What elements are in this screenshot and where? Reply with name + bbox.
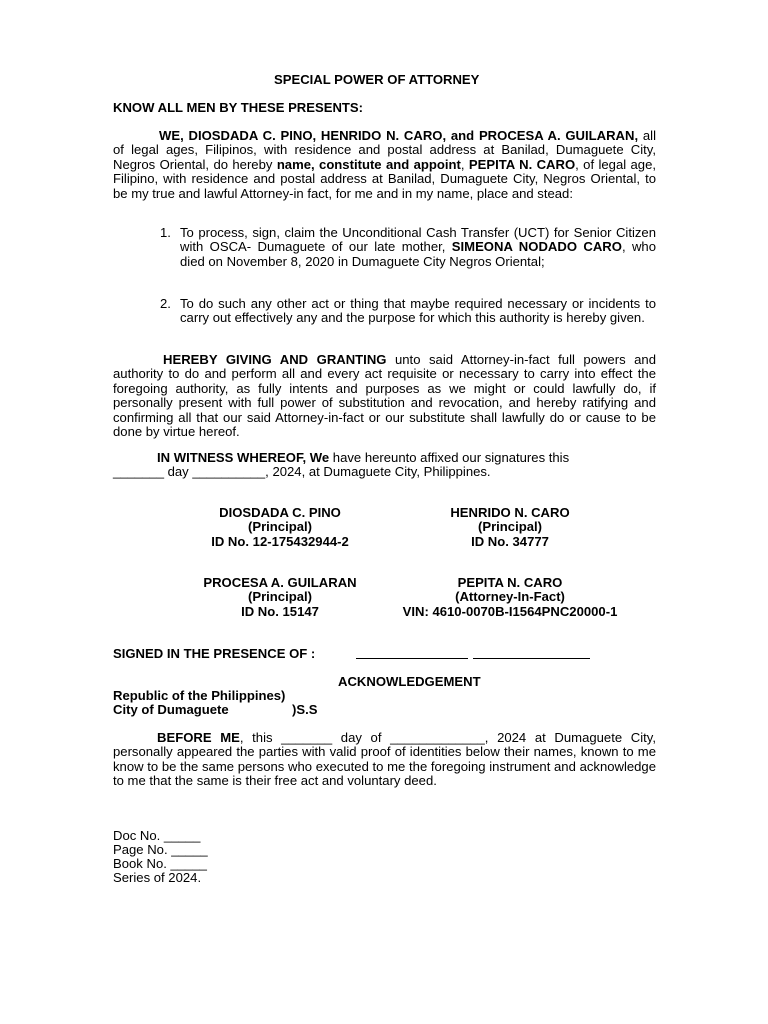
grantors-names: WE, DIOSDADA C. PINO, HENRIDO N. CARO, and PROCESA A. GUILARAN,: [159, 128, 639, 143]
intro-text-3: , of legal age, Filipino, with residence and postal address at Banilad, Dumaguete City, Negros Oriental, to be my true and lawful Attorney-in fact, for me and in my name, place and stead:: [113, 156, 656, 201]
list-item-number: 2.: [160, 296, 171, 311]
intro-paragraph: [113, 129, 656, 201]
signatory-block: [180, 576, 380, 619]
witness-text: have hereunto affixed our signatures this: [329, 450, 570, 465]
signatory-id: ID No. 34777: [471, 533, 549, 549]
signatory-role: (Principal): [477, 519, 543, 535]
before-me-bold: BEFORE ME: [157, 730, 240, 745]
granting-paragraph: [113, 353, 656, 439]
signatory-name: PROCESA A. GUILARAN: [203, 575, 357, 590]
intro-bold-phrase: name, constitute and appoint: [276, 156, 461, 172]
signatory-block: [180, 506, 380, 549]
intro-text-1: all of legal ages, Filipinos, with residence and postal address at Banilad, Dumaguete City, Negros Oriental, do hereby: [113, 128, 656, 172]
signatory-role: (Principal): [247, 589, 313, 605]
deceased-name: SIMEONA NODADO CARO: [451, 239, 622, 255]
signatory-role: (Principal): [247, 519, 313, 535]
ss-label: )S.S: [292, 702, 318, 717]
signatory-id: VIN: 4610-0070B-I1564PNC20000-1: [402, 603, 618, 619]
signatory-block: [380, 576, 640, 619]
list-item: [160, 297, 656, 326]
page-number: Page No. _____: [113, 842, 208, 857]
list-item-text-2: , who died on November 8, 2020 in Dumaguete City Negros Oriental;: [180, 239, 656, 269]
signatory-id: ID No. 15147: [241, 603, 319, 619]
witness-bold: IN WITNESS WHEREOF, We: [157, 450, 330, 465]
granting-text: unto said Attorney-in-fact full powers and authority to do and perform all and every act requisite or necessary to carry into effect the foregoing authority, as fully intents and purposes as we might or could lawfully do, if personally present with full power of substitution and revocation, and hereby ratifying and confirming all that our said Attorney-in-fact or our substitute shall lawfully do or cause to be done by virtue hereof.: [113, 352, 656, 440]
book-number: Book No. _____: [113, 856, 207, 871]
know-all-heading: KNOW ALL MEN BY THESE PRESENTS:: [113, 100, 364, 115]
list-item-text: To do such any other act or thing that maybe required necessary or incidents to carry out effectively any and the purpose for which this authority is hereby given.: [180, 296, 656, 326]
signatory-block: [410, 506, 610, 549]
attorney-name: PEPITA N. CARO: [468, 156, 576, 172]
list-item: [160, 226, 656, 269]
document-title: SPECIAL POWER OF ATTORNEY: [274, 72, 480, 87]
witness-signature-line: [356, 647, 468, 659]
republic-line: Republic of the Philippines): [113, 688, 286, 703]
signatory-role: (Attorney-In-Fact): [455, 589, 565, 605]
signed-presence-label: SIGNED IN THE PRESENCE OF :: [113, 646, 316, 661]
city-line: City of Dumaguete: [113, 702, 229, 717]
before-me-paragraph: [113, 731, 656, 789]
signatory-name: HENRIDO N. CARO: [450, 505, 570, 520]
list-item-number: 1.: [160, 225, 171, 240]
signatory-name: PEPITA N. CARO: [457, 575, 563, 590]
doc-number: Doc No. _____: [113, 828, 201, 843]
witness-signature-line: [473, 647, 590, 659]
signatory-name: DIOSDADA C. PINO: [219, 505, 341, 520]
witness-line-2: _______ day __________, 2024, at Dumaguete City, Philippines.: [113, 464, 491, 479]
acknowledgement-title: ACKNOWLEDGEMENT: [338, 674, 481, 689]
series-year: Series of 2024.: [113, 870, 202, 885]
granting-bold: HEREBY GIVING AND GRANTING: [163, 352, 387, 367]
before-me-text: , this _______ day of _____________, 2024 at Dumaguete City, personally appeared the parties with valid proof of identities below their names, known to me know to be the same persons who executed to me the foregoing instrument and acknowledge to me that the same is their free act and voluntary deed.: [113, 730, 656, 789]
signatory-id: ID No. 12-175432944-2: [211, 533, 349, 549]
list-item-text: To process, sign, claim the Unconditional Cash Transfer (UCT) for Senior Citizen with OSCA- Dumaguete of our late mother,: [180, 225, 656, 255]
intro-text-2: ,: [460, 156, 469, 172]
